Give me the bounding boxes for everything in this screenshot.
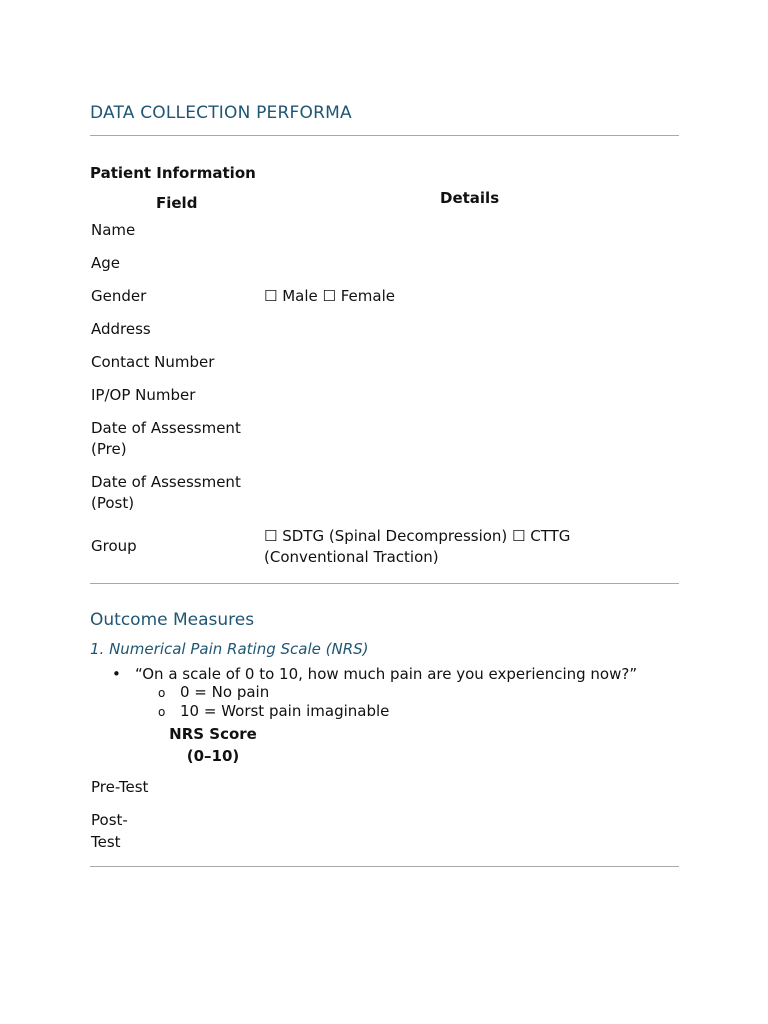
nrs-score-header	[158, 723, 268, 767]
field-label-line: (Post)	[91, 494, 135, 512]
field-label-line: Date of Assessment	[91, 419, 241, 437]
page-title: DATA COLLECTION PERFORMA	[90, 103, 352, 123]
field-label-date-post	[91, 472, 241, 514]
sub-bullet-mark: o	[158, 686, 166, 700]
field-label-date-pre	[91, 418, 241, 460]
bottom-divider	[90, 866, 679, 867]
group-options-line[interactable]: ☐ SDTG (Spinal Decompression) ☐ CTTG	[264, 527, 571, 545]
row-label-pre-test: Pre-Test	[91, 778, 149, 796]
col-header-field: Field	[156, 194, 198, 212]
title-divider	[90, 135, 679, 136]
nrs-question: “On a scale of 0 to 10, how much pain are you experiencing now?”	[135, 665, 638, 683]
nrs-anchor-10: 10 = Worst pain imaginable	[180, 702, 390, 720]
group-options[interactable]	[264, 526, 570, 568]
gender-options[interactable]: ☐ Male ☐ Female	[264, 287, 395, 305]
outcome-heading-text: Outcome Measures	[90, 610, 255, 630]
field-label-line: (Pre)	[91, 440, 127, 458]
field-label-address: Address	[91, 320, 151, 338]
field-label-gender: Gender	[91, 287, 147, 305]
field-label-ip-op-number: IP/OP Number	[91, 386, 196, 404]
col-header-details: Details	[440, 189, 500, 207]
group-options-line: (Conventional Traction)	[264, 548, 439, 566]
bullet-mark: •	[112, 665, 121, 683]
field-label-line: Date of Assessment	[91, 473, 241, 491]
row-label-line: Test	[91, 833, 121, 851]
nrs-score-header-line: NRS Score	[169, 725, 257, 743]
field-label-group: Group	[91, 537, 137, 555]
row-label-line: Post-	[91, 811, 128, 829]
field-label-name: Name	[91, 221, 136, 239]
field-label-age: Age	[91, 254, 121, 272]
section-divider	[90, 583, 679, 584]
row-label-post-test	[91, 809, 128, 853]
sub-bullet-mark: o	[158, 705, 166, 719]
nrs-subheading: 1. Numerical Pain Rating Scale (NRS)	[90, 640, 369, 658]
nrs-score-header-line: (0–10)	[186, 747, 240, 765]
field-label-contact-number: Contact Number	[91, 353, 215, 371]
patient-info-heading: Patient Information	[90, 164, 256, 182]
outcome-heading	[90, 610, 254, 630]
nrs-anchor-0: 0 = No pain	[180, 683, 270, 701]
